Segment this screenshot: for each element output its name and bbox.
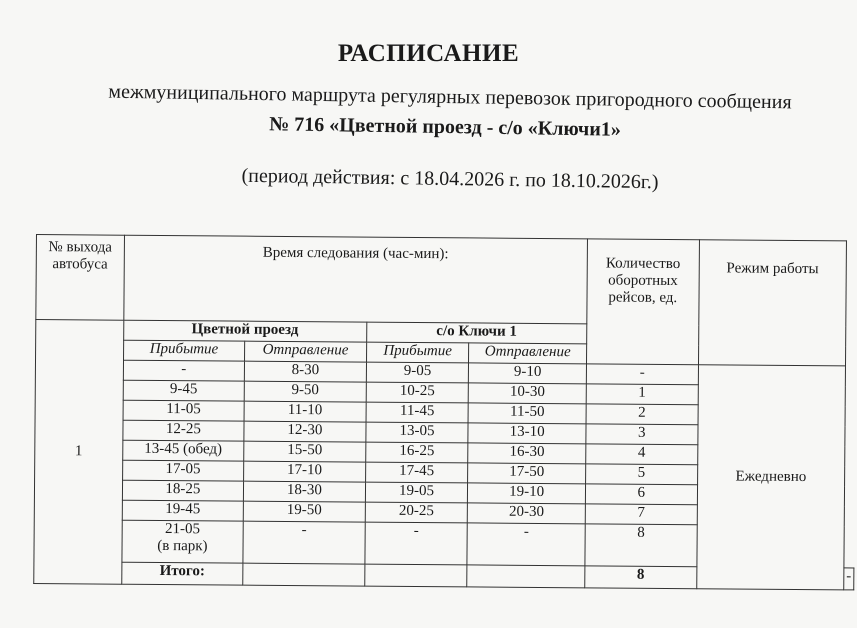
- subheader-arrival-stop2: Прибытие: [366, 342, 469, 363]
- departure-stop2-cell: 19-10: [468, 483, 586, 504]
- departure-stop2-cell: 9-10: [469, 363, 587, 384]
- arrival-stop2-cell: 13-05: [366, 422, 469, 443]
- departure-stop2-cell: -: [467, 523, 585, 566]
- arrival-stop2-cell: 20-25: [365, 502, 468, 523]
- trip-count-cell: 6: [585, 484, 697, 505]
- arrival-stop2-cell: -: [365, 522, 468, 565]
- departure-stop2-cell: 10-30: [469, 383, 587, 404]
- exit-number-cell: 1: [34, 320, 124, 585]
- arrival-stop2-cell: 10-25: [366, 382, 469, 403]
- trip-count-cell: 8: [585, 524, 697, 567]
- arrival-stop1-cell: 9-45: [123, 380, 245, 401]
- departure-stop1-cell: 17-10: [244, 461, 366, 482]
- departure-stop1-cell: 15-50: [244, 441, 366, 462]
- document-title: РАСПИСАНИЕ: [337, 40, 520, 67]
- arrival-stop2-cell: 16-25: [365, 442, 468, 463]
- subheader-arrival-stop1: Прибытие: [123, 340, 245, 361]
- departure-stop2-cell: 20-30: [468, 503, 586, 524]
- total-mode-cell: -: [844, 568, 854, 590]
- arrival-time: 21-05: [165, 521, 201, 538]
- header-exit-number: № выхода автобуса: [36, 235, 124, 321]
- departure-stop1-cell: 9-50: [244, 381, 366, 402]
- trip-count-cell: 4: [586, 444, 698, 465]
- arrival-stop2-cell: 11-45: [366, 402, 469, 423]
- trip-count-cell: 7: [585, 504, 697, 525]
- to-depot-note: (в парк): [157, 537, 208, 555]
- arrival-stop2-cell: 9-05: [366, 362, 469, 383]
- arrival-stop2-cell: 19-05: [365, 482, 468, 503]
- header-trip-count: Количество оборотных рейсов, ед.: [587, 239, 700, 365]
- subheader-departure-stop1: Отправление: [245, 341, 367, 362]
- trip-count-cell: 3: [586, 424, 698, 445]
- total-trips-cell: 8: [585, 566, 697, 589]
- departure-stop2-cell: 16-30: [468, 443, 586, 464]
- trip-count-cell: -: [586, 364, 698, 385]
- departure-stop1-cell: -: [243, 521, 365, 564]
- arrival-stop1-cell: 19-45: [122, 500, 244, 521]
- header-travel-time: Время следования (час-мин):: [123, 235, 587, 324]
- total-empty-cell: [243, 563, 365, 586]
- work-mode-cell: Ежедневно: [696, 365, 845, 590]
- departure-stop2-cell: 11-50: [468, 403, 586, 424]
- departure-stop1-cell: 19-50: [243, 501, 365, 522]
- stop-header-klyuchi: с/о Ключи 1: [366, 322, 586, 344]
- total-empty-cell: [364, 564, 467, 587]
- arrival-stop1-cell: 12-25: [123, 420, 245, 441]
- departure-stop1-cell: 18-30: [244, 481, 366, 502]
- departure-stop1-cell: 11-10: [244, 401, 366, 422]
- validity-period: (период действия: с 18.04.2026 г. по 18.10.2026г.): [241, 164, 659, 194]
- route-name: № 716 «Цветной проезд - с/о «Ключи1»: [269, 113, 621, 141]
- header-work-mode: Режим работы: [698, 240, 846, 366]
- arrival-stop1-cell: 11-05: [123, 400, 245, 421]
- departure-stop1-cell: 12-30: [244, 421, 366, 442]
- schedule-table-wrapper: [33, 234, 857, 590]
- departure-stop2-cell: 17-50: [468, 463, 586, 484]
- schedule-table: [33, 234, 857, 590]
- departure-stop1-cell: 8-30: [244, 361, 366, 382]
- trip-count-cell: 1: [586, 384, 698, 405]
- arrival-stop1-cell: -: [123, 360, 245, 381]
- trip-count-cell: 2: [586, 404, 698, 425]
- subheader-departure-stop2: Отправление: [469, 343, 587, 364]
- stop-header-tsvetnoy: Цветной проезд: [123, 320, 366, 342]
- departure-stop2-cell: 13-10: [468, 423, 586, 444]
- arrival-stop2-cell: 17-45: [365, 462, 468, 483]
- trip-count-cell: 5: [586, 464, 698, 485]
- arrival-stop1-cell: 18-25: [122, 480, 244, 501]
- arrival-stop1-cell: 13-45 (обед): [122, 440, 244, 461]
- document-subtitle: межмуниципального маршрута регулярных перевозок пригородного сообщения: [108, 80, 792, 114]
- total-empty-cell: [467, 565, 585, 588]
- total-label: Итого:: [121, 562, 243, 585]
- arrival-stop1-cell: 17-05: [122, 460, 244, 481]
- arrival-stop1-cell-depot: [122, 520, 244, 563]
